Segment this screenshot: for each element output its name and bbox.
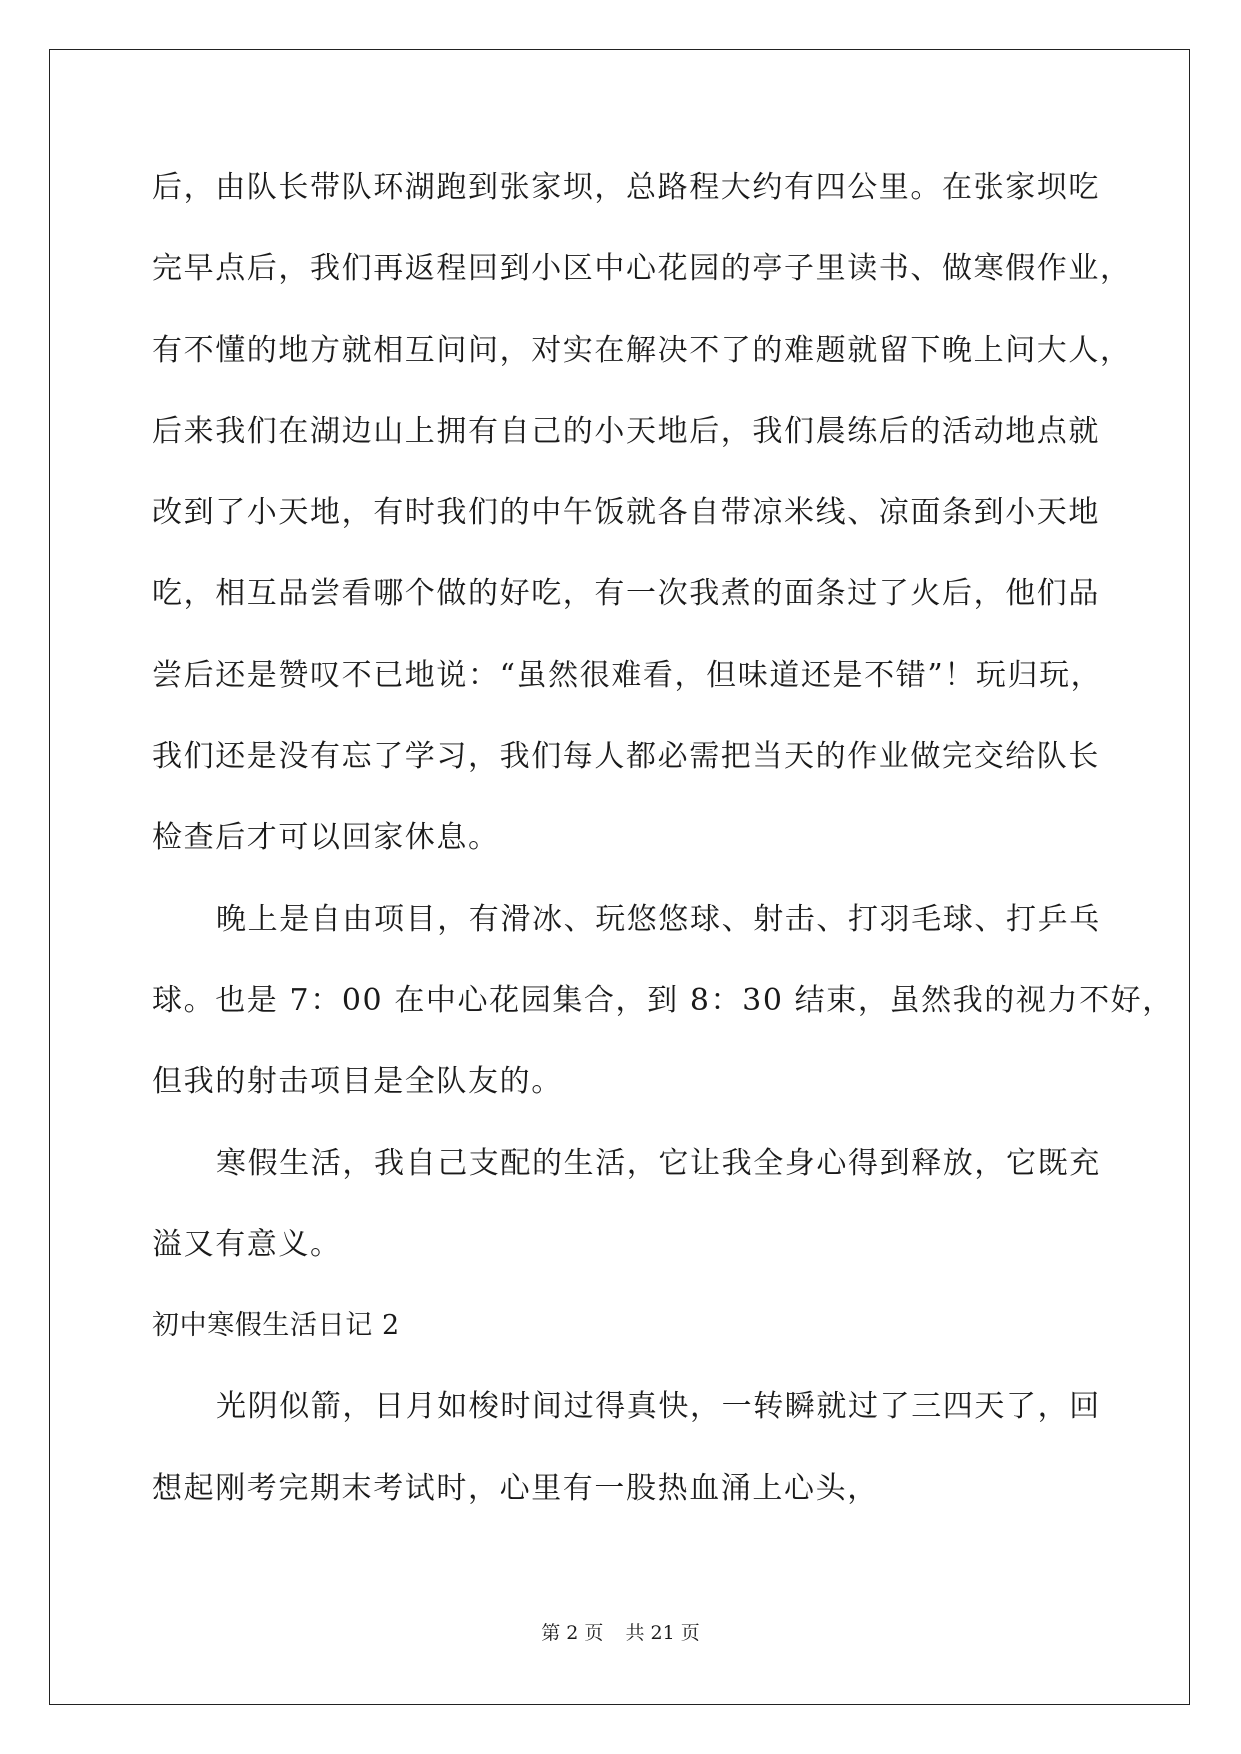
text-line: 我们还是没有忘了学习，我们每人都必需把当天的作业做完交给队长 [152,739,1100,775]
paragraph-start-line: 寒假生活，我自己支配的生活，它让我全身心得到释放，它既充 [216,1145,1101,1181]
text-line: 球。也是 7：00 在中心花园集合，到 8：30 结束，虽然我的视力不好， [152,982,1174,1018]
text-line: 后，由队长带队环湖跑到张家坝，总路程大约有四公里。在张家坝吃 [152,170,1100,205]
page-number: 第 2 页 [541,1622,604,1644]
document-body [152,162,1174,1544]
total-pages: 共 21 页 [625,1622,700,1644]
text-line: 但我的射击项目是全队友的。 [152,1064,563,1100]
page-footer [0,1618,1241,1645]
text-line: 检查后才可以回家休息。 [152,820,500,856]
text-line: 完早点后，我们再返程回到小区中心花园的亭子里读书、做寒假作业， [152,251,1132,287]
text-line: 有不懂的地方就相互问问，对实在解决不了的难题就留下晚上问大人， [152,332,1132,368]
text-line: 后来我们在湖边山上拥有自己的小天地后，我们晨练后的活动地点就 [152,413,1100,449]
text-line: 吃，相互品尝看哪个做的好吃，有一次我煮的面条过了火后，他们品 [152,576,1100,612]
text-line: 溢又有意义。 [152,1226,342,1262]
section-heading: 初中寒假生活日记 2 [152,1310,400,1342]
text-line: 改到了小天地，有时我们的中午饭就各自带凉米线、凉面条到小天地 [152,495,1100,531]
text-line: 尝后还是赞叹不已地说：“虽然很难看，但味道还是不错”！玩归玩， [152,657,1103,693]
text-line: 想起刚考完期末考试时，心里有一股热血涌上心头， [152,1470,879,1506]
paragraph-start-line: 晚上是自由项目，有滑冰、玩悠悠球、射击、打羽毛球、打乒乓 [216,901,1101,937]
paragraph-start-line: 光阴似箭，日月如梭时间过得真快，一转瞬就过了三四天了，回 [216,1389,1101,1425]
